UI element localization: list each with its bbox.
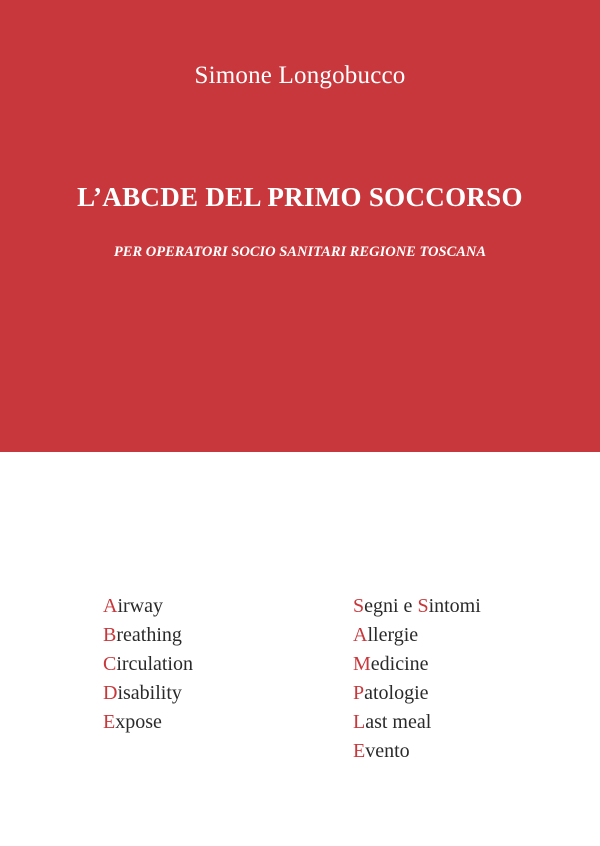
item-rest: ast meal [365, 711, 432, 733]
item-initial: M [353, 653, 371, 675]
book-title: L’ABCDE DEL PRIMO SOCCORSO [77, 182, 523, 212]
abcde-list [103, 592, 193, 737]
list-item [103, 621, 193, 650]
item-initial: E [353, 740, 366, 762]
book-subtitle: PER OPERATORI SOCIO SANITARI REGIONE TOSCANA [113, 244, 487, 260]
item-initial: A [353, 624, 368, 646]
item-rest: edicine [370, 653, 429, 675]
item-initial: B [103, 624, 117, 646]
item-rest: irculation [116, 653, 193, 675]
list-item [353, 650, 481, 679]
item-rest: irway [117, 595, 163, 617]
item-rest: intomi [428, 595, 481, 617]
item-initial: D [103, 682, 118, 704]
item-initial: S [417, 595, 429, 617]
list-item [103, 708, 193, 737]
list-item [103, 592, 193, 621]
list-item [103, 650, 193, 679]
list-item [353, 708, 481, 737]
item-initial: C [103, 653, 117, 675]
item-rest: egni e [364, 595, 418, 617]
list-item [353, 621, 481, 650]
item-rest: isability [117, 682, 182, 704]
list-item [353, 592, 481, 621]
item-initial: S [353, 595, 365, 617]
author-name: Simone Longobucco [194, 62, 406, 89]
sample-list [353, 592, 481, 766]
list-item [353, 737, 481, 766]
item-rest: vento [365, 740, 410, 762]
item-rest: xpose [115, 711, 162, 733]
list-item [103, 679, 193, 708]
item-rest: llergie [367, 624, 419, 646]
item-initial: P [353, 682, 365, 704]
item-initial: A [103, 595, 118, 617]
item-initial: L [353, 711, 366, 733]
item-rest: atologie [364, 682, 429, 704]
item-initial: E [103, 711, 116, 733]
list-item [353, 679, 481, 708]
item-rest: reathing [116, 624, 182, 646]
